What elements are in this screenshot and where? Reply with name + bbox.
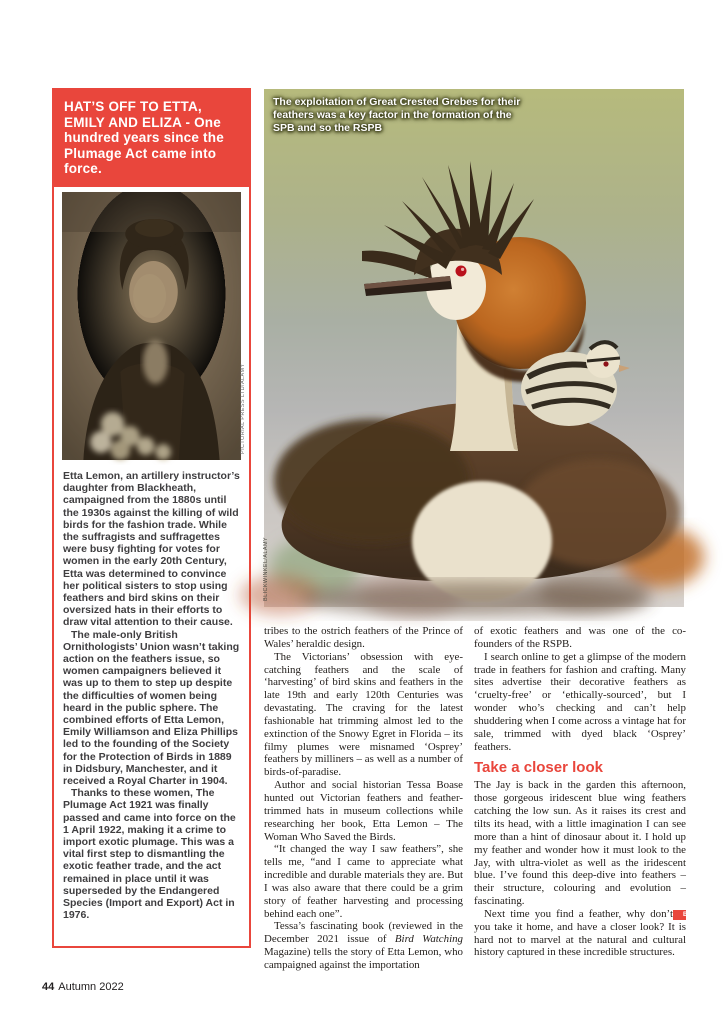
paragraph-text: Next time you find a feather, why don’t you take it home, and have a closer look? It is hard not to marvel at the natural and cultural history captured in these incredible structures.: [474, 907, 686, 959]
feature-paragraph: The male-only British Ornithologists’ Union wasn’t taking action on the feathers issue, so women campaigners believed it was up to them to step up despite the difficulties of women being heard in the public sphere. The combined efforts of Etta Lemon, Emily Williamson and Eliza Phillips led to the founding of the Society for the Protection of Birds in 1889 in Didsbury, Manchester, and it received a Royal Charter in 1904.: [63, 628, 240, 788]
feature-sidebar-box: [52, 88, 251, 948]
issue-label: Autumn 2022: [58, 981, 124, 993]
article-paragraph: The Jay is back in the garden this afternoon, those gorgeous iridescent blue wing feathers catching the low sun. As it raises its crest and tilts its head, with a little imagination I can see more than a hint of dinosaur about it. I hold up my feather and wonder how it must look to the Jay, with ultra-violet as well as the iridescent blue. I’ve found this deep-dive into feathers – their structure, colouring and evolution – fascinating.: [474, 779, 686, 908]
article-paragraph: I search online to get a glimpse of the modern trade in feathers for fashion and crafting. Many sites advertise their decorative feathers as ‘cruelty-free’ or ‘ethically-sourced’, but I wonder who’s checking and can’t help shuddering when I come across a vintage hat for sale, trimmed with dyed black ‘Osprey’ feathers.: [474, 650, 686, 753]
page-number: 44: [42, 981, 55, 993]
paragraph-text: Tessa’s fascinating book (reviewed in the December 2021 issue of: [264, 920, 463, 946]
feature-headline: HAT’S OFF TO ETTA, EMILY AND ELIZA - One hundred years since the Plumage Act came into force.: [54, 90, 249, 187]
article-column-right: [474, 625, 693, 959]
etta-lemon-portrait: [62, 192, 241, 460]
article-column-middle: [264, 625, 463, 972]
page-footer: [42, 981, 124, 993]
article-paragraph: The Victorians’ obsession with eye-catching feathers and the scale of ‘harvesting’ of bird skins and feathers in the late 19th and early 120th Centuries was devastating. The craving for the latest fashionable hat trimming almost led to the extinction of the Snowy Egret in Florida – its filmy plumes were misnamed ‘Osprey’ feathers by milliners – as well as a number of birds-of-paradise.: [264, 650, 463, 779]
section-heading: Take a closer look: [474, 759, 603, 777]
portrait-photo-illustration: [62, 192, 241, 460]
article-paragraph: [264, 920, 463, 971]
feature-paragraph: Thanks to these women, The Plumage Act 1921 was finally passed and came into force on the 1 April 1922, making it a crime to import exotic plumage. This was a vital first step to dismantling the exotic feather trade, and the act remained in place until it was superseded by the Endangered Species (Import and Export) Act in 1976.: [63, 787, 236, 922]
article-paragraph: tribes to the ostrich feathers of the Prince of Wales’ heraldic design.: [264, 625, 463, 650]
article-paragraph: of exotic feathers and was one of the co-founders of the RSPB.: [474, 625, 686, 650]
portrait-photo-credit: PICTORIAL PRESS LTD/ALAMY: [240, 363, 246, 454]
article-paragraph: Author and social historian Tessa Boase hunted out Victorian feathers and feather-trimmed hats in museum collections while researching her book, Etta Lemon – The Woman Who Saved the Birds.: [264, 779, 463, 843]
article-paragraph: “It changed the way I saw feathers”, she tells me, “and I came to appreciate what incredible and durable materials they are. But I was also aware that there could be a grim story of feather harvesting and processing behind each one”.: [264, 843, 463, 920]
grebe-photo-illustration: [264, 89, 684, 607]
magazine-title-italic: Bird Watching: [394, 933, 463, 946]
grebe-photo: [264, 89, 684, 607]
hero-caption: The exploitation of Great Crested Grebes for their feathers was a key factor in the formation of the SPB and so the RSPB: [273, 96, 521, 134]
article-paragraph: [474, 907, 693, 959]
feature-paragraph: Etta Lemon, an artillery instructor’s daughter from Blackheath, campaigned from the 1880s until the 1930s against the killing of wild birds for the fashion trade. While the suffragists and suffragettes were busy fighting for votes for women in the early 20th Century, Etta was determined to convince her political sisters to stop using feathers and bird skins on their oversized hats in their efforts to draw vital attention to their cause.: [63, 469, 240, 629]
paragraph-text: Magazine) tells the story of Etta Lemon, who campaigned against the importation: [264, 946, 463, 971]
bw-end-badge: BW: [673, 910, 686, 920]
feature-body-text: [54, 460, 249, 922]
